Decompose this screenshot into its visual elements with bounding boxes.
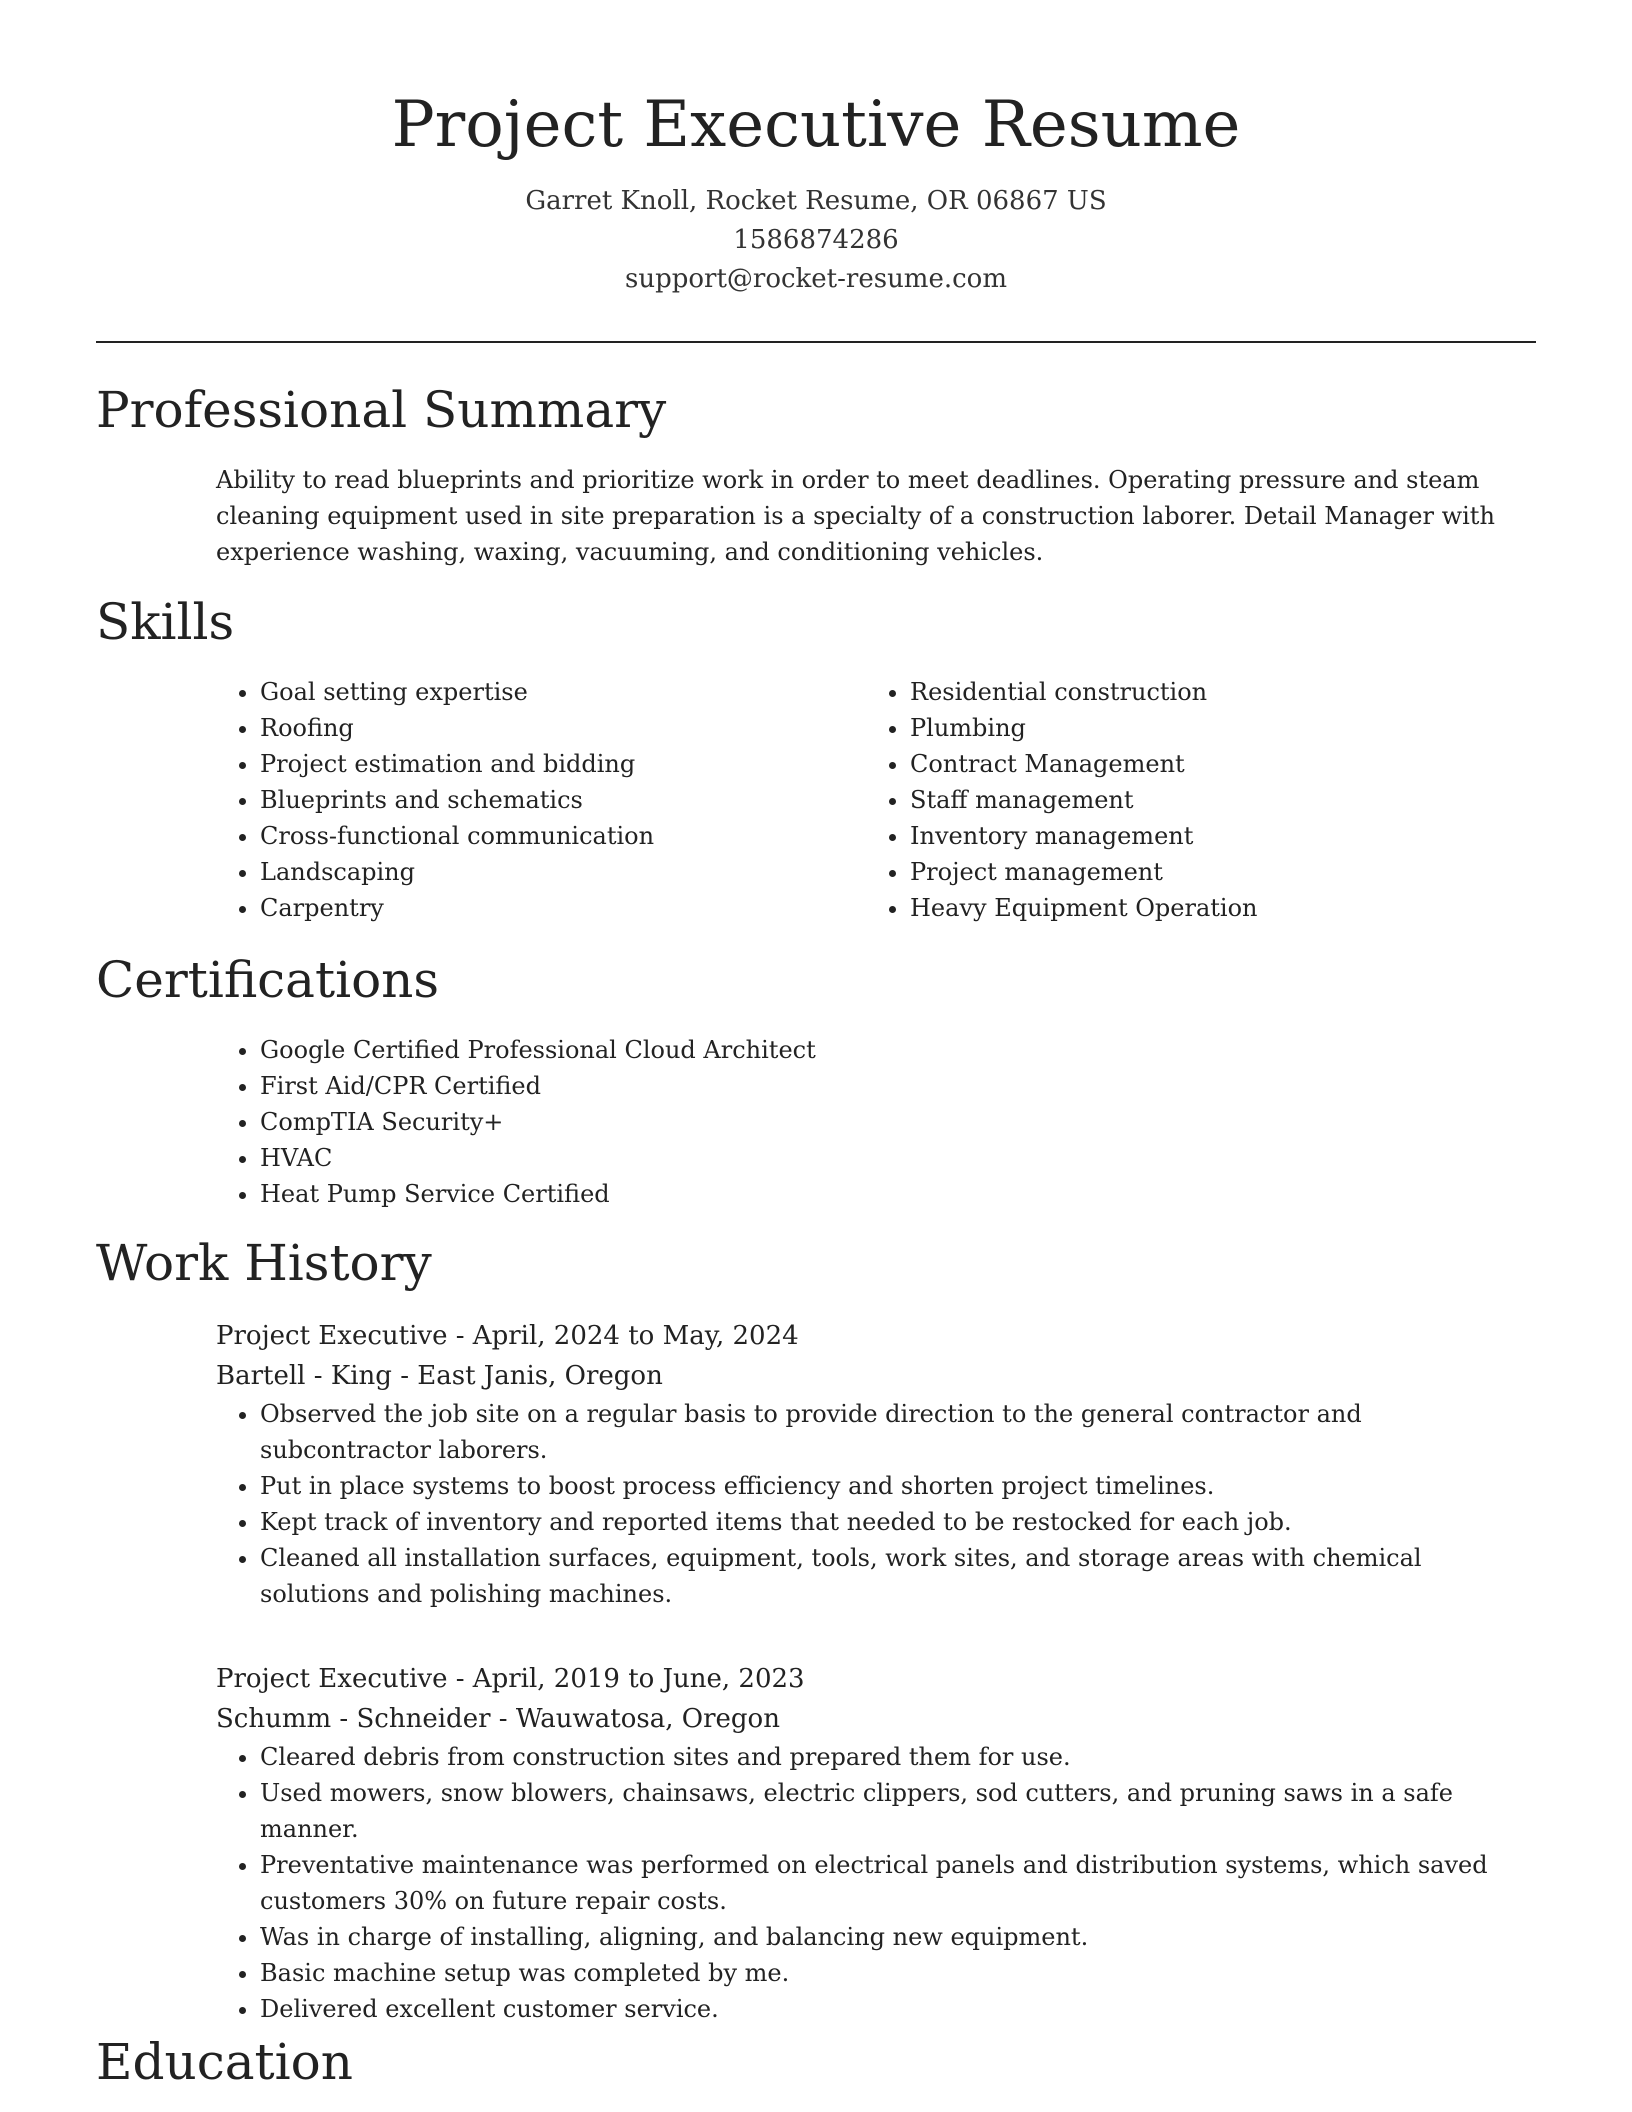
job-entry <box>216 1316 1516 1612</box>
job-bullet: • Cleaned all installation surfaces, equipment, tools, work sites, and storage areas with chemical solutions and polishing machines. <box>260 1540 1516 1612</box>
summary-heading: Professional Summary <box>96 381 667 439</box>
skill-item: • Carpentry <box>260 890 816 926</box>
job-bullets <box>216 1739 1516 2027</box>
skills-heading: Skills <box>96 593 235 651</box>
contact-address: Garret Knoll, Rocket Resume, OR 06867 US <box>525 186 1107 216</box>
certifications-heading: Certifications <box>96 951 440 1009</box>
certification-item: • CompTIA Security+ <box>260 1104 1506 1140</box>
job-title-line: Project Executive - April, 2019 to June, 2023 <box>216 1664 805 1694</box>
job-bullet: • Basic machine setup was completed by me. <box>260 1955 1516 1991</box>
skill-item: • Staff management <box>910 782 1506 818</box>
skill-item: • Plumbing <box>910 710 1506 746</box>
contact-phone: 1586874286 <box>733 225 899 255</box>
education-heading: Education <box>96 2033 353 2091</box>
skill-item: • Goal setting expertise <box>260 674 816 710</box>
job-bullets <box>216 1396 1516 1612</box>
summary-text: Ability to read blueprints and prioritize work in order to meet deadlines. Operating pressure and steam cleaning equipment used in site preparation is a specialty of a construction laborer. Detail Manager with experience washing, waxing, vacuuming, and conditioning vehicles. <box>216 466 1495 566</box>
job-company-line: Schumm - Schneider - Wauwatosa, Oregon <box>216 1704 780 1734</box>
skill-item: • Landscaping <box>260 854 816 890</box>
job-bullet: • Kept track of inventory and reported items that needed to be restocked for each job. <box>260 1504 1516 1540</box>
job-company-line: Bartell - King - East Janis, Oregon <box>216 1361 663 1391</box>
job-bullet: • Put in place systems to boost process efficiency and shorten project timelines. <box>260 1468 1516 1504</box>
job-bullet: • Preventative maintenance was performed on electrical panels and distribution systems, which saved customers 30% on future repair costs. <box>260 1847 1516 1919</box>
job-bullet: • Was in charge of installing, aligning, and balancing new equipment. <box>260 1919 1516 1955</box>
skills-right-column <box>866 674 1506 926</box>
job-entry <box>216 1659 1516 2027</box>
certification-item: • Google Certified Professional Cloud Architect <box>260 1032 1506 1068</box>
skill-item: • Residential construction <box>910 674 1506 710</box>
skill-item: • Roofing <box>260 710 816 746</box>
certifications-list <box>216 1032 1506 1212</box>
skill-item: • Contract Management <box>910 746 1506 782</box>
skills-left-column <box>216 674 816 926</box>
skills-right-list <box>866 674 1506 926</box>
job-bullet: • Cleared debris from construction sites and prepared them for use. <box>260 1739 1516 1775</box>
contact-email: support@rocket-resume.com <box>624 264 1007 294</box>
skill-item: • Project estimation and bidding <box>260 746 816 782</box>
job-bullet: • Delivered excellent customer service. <box>260 1991 1516 2027</box>
skills-left-list <box>216 674 816 926</box>
skill-item: • Project management <box>910 854 1506 890</box>
skill-item: • Blueprints and schematics <box>260 782 816 818</box>
skill-item: • Inventory management <box>910 818 1506 854</box>
skill-item: • Cross-functional communication <box>260 818 816 854</box>
job-bullet: • Observed the job site on a regular basis to provide direction to the general contractor and subcontractor laborers. <box>260 1396 1516 1468</box>
skill-item: • Heavy Equipment Operation <box>910 890 1506 926</box>
certification-item: • First Aid/CPR Certified <box>260 1068 1506 1104</box>
certifications-block <box>216 1032 1506 1212</box>
resume-title: Project Executive Resume <box>391 88 1241 162</box>
certification-item: • HVAC <box>260 1140 1506 1176</box>
certification-item: • Heat Pump Service Certified <box>260 1176 1506 1212</box>
work-history-heading: Work History <box>96 1234 432 1292</box>
resume-header <box>96 80 1536 299</box>
job-title-line: Project Executive - April, 2024 to May, 2024 <box>216 1321 799 1351</box>
header-divider <box>96 341 1536 343</box>
job-bullet: • Used mowers, snow blowers, chainsaws, electric clippers, sod cutters, and pruning saws in a safe manner. <box>260 1775 1516 1847</box>
